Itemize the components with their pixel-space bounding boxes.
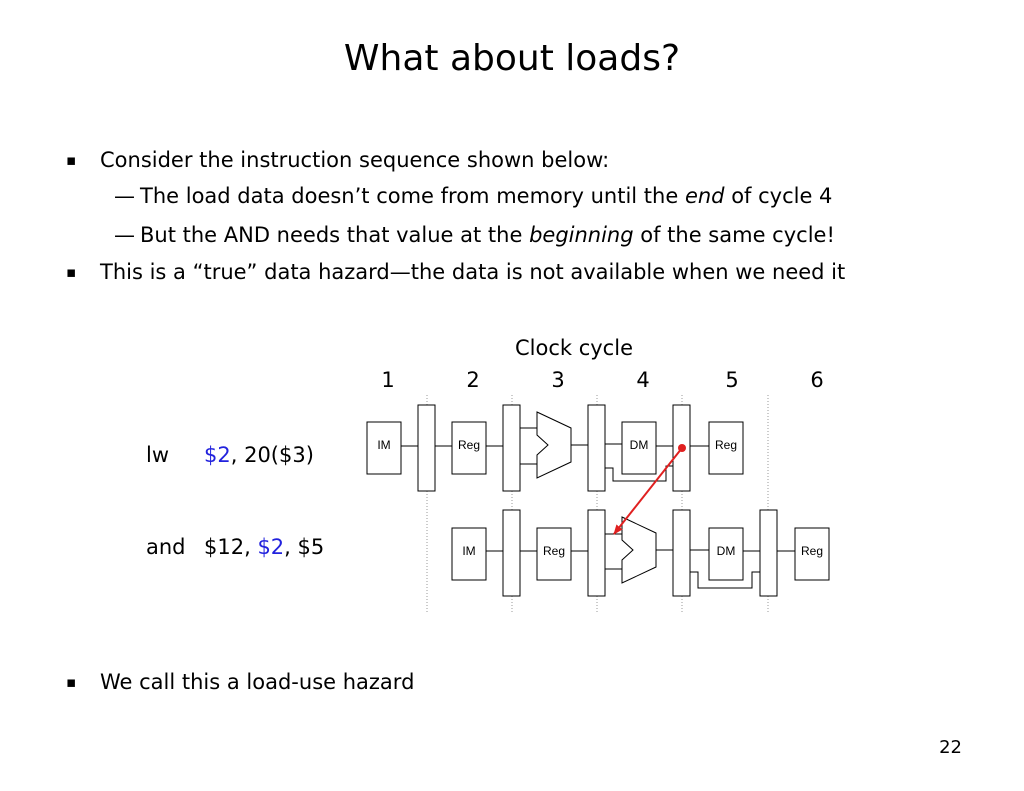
cycle-number-5: 5 — [725, 368, 739, 392]
register-src: $2 — [257, 535, 285, 559]
stage-label-dm: DM — [716, 544, 736, 558]
operands-rest: , $5 — [284, 535, 325, 559]
operand-arg1: $12, — [204, 535, 258, 559]
opcode-and: and — [146, 535, 186, 559]
bullet-text: This is a “true” data hazard—the data is not available when we need it — [100, 260, 846, 284]
bullet-marker: ▪ — [66, 263, 77, 281]
stage-label-reg: Reg — [800, 544, 824, 558]
bullet-marker: ▪ — [66, 151, 77, 169]
cycle-number-2: 2 — [466, 368, 480, 392]
pipeline-register — [760, 510, 777, 596]
pipeline-register — [673, 510, 690, 596]
stage-label-reg: Reg — [542, 544, 566, 558]
stage-label-reg: Reg — [457, 438, 481, 452]
subbullet-emphasis-end: end — [684, 184, 725, 208]
hazard-arrow-origin — [678, 444, 686, 452]
register-dest: $2 — [204, 443, 231, 467]
clock-cycle-label: Clock cycle — [514, 336, 633, 360]
pipeline-register — [588, 510, 605, 596]
stage-label-im: IM — [462, 544, 476, 558]
dash-marker: — — [114, 184, 135, 208]
opcode-lw: lw — [146, 443, 170, 467]
bullet-marker: ▪ — [66, 673, 77, 691]
pipeline-row-lw — [367, 405, 743, 491]
operands-rest: , 20($3) — [230, 443, 314, 467]
alu-shape — [622, 517, 656, 583]
pipeline-register — [503, 510, 520, 596]
stage-label-reg: Reg — [714, 438, 738, 452]
stage-label-dm: DM — [629, 438, 649, 452]
cycle-number-1: 1 — [381, 368, 395, 392]
cycle-number-3: 3 — [551, 368, 565, 392]
bullet-text: Consider the instruction sequence shown below: — [100, 148, 610, 172]
alu-shape — [537, 412, 571, 478]
pipeline-register — [503, 405, 520, 491]
page-number: 22 — [939, 737, 962, 758]
pipeline-row-and — [452, 510, 829, 596]
cycle-number-4: 4 — [636, 368, 650, 392]
slide-title: What about loads? — [343, 38, 681, 79]
subbullet-emphasis-beginning: beginning — [529, 223, 634, 247]
pipeline-register — [588, 405, 605, 491]
cycle-number-6: 6 — [810, 368, 824, 392]
subbullet-text-post: of the same cycle! — [633, 223, 835, 247]
dash-marker: — — [114, 223, 135, 247]
subbullet-text-post: of cycle 4 — [724, 184, 833, 208]
subbullet-text-pre: But the AND needs that value at the — [140, 223, 530, 247]
pipeline-register — [418, 405, 435, 491]
stage-label-im: IM — [377, 438, 391, 452]
subbullet-text-pre: The load data doesn’t come from memory until the — [140, 184, 685, 208]
bullet-text: We call this a load-use hazard — [100, 670, 415, 694]
